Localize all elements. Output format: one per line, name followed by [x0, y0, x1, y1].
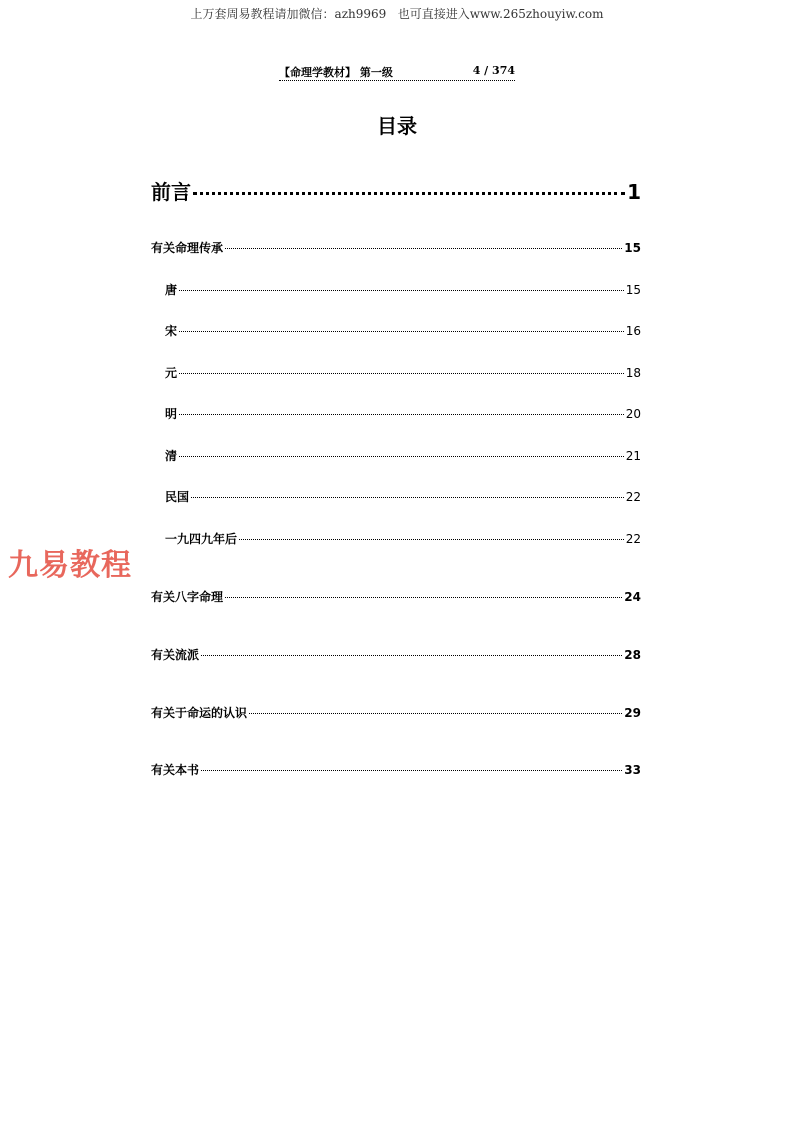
dot-leader	[179, 373, 624, 374]
dot-leader	[201, 770, 622, 771]
toc-entry-label: 有关于命运的认识	[151, 706, 248, 720]
toc-entry-page: 28	[624, 648, 641, 662]
dot-leader	[179, 331, 624, 332]
top-banner: 上万套周易教程请加微信：azh9969 也可直接进入www.265zhouyiw.com	[190, 7, 604, 21]
toc-entry-label: 一九四九年后	[165, 532, 238, 546]
dot-leader	[225, 248, 622, 249]
toc-entry-page: 29	[624, 706, 641, 720]
toc-entry-label: 有关本书	[151, 763, 200, 777]
dot-leader	[225, 597, 622, 598]
toc-entry-fate[interactable]	[151, 704, 641, 721]
toc-entry-label: 明	[165, 407, 178, 421]
dot-leader	[179, 414, 624, 415]
toc-entry-label: 清	[165, 449, 178, 463]
running-header-title: 【命理学教材】 第一级	[279, 66, 393, 79]
toc-entry-label: 有关八字命理	[151, 590, 224, 604]
toc-entry-lineage[interactable]	[151, 239, 641, 256]
toc-heading: 目录	[377, 114, 417, 138]
toc-entry-tang[interactable]	[165, 281, 641, 298]
toc-entry-page: 15	[625, 283, 641, 297]
toc-entry-label: 宋	[165, 324, 178, 338]
toc-entry-label: 民国	[165, 490, 190, 504]
toc-entry-page: 1	[627, 180, 641, 204]
toc-entry-page: 16	[625, 324, 641, 338]
dot-leader	[249, 713, 622, 714]
toc-entry-page: 18	[625, 366, 641, 380]
watermark-logo: 九易教程	[8, 548, 132, 583]
toc-entry-song[interactable]	[165, 322, 641, 339]
toc-entry-qing[interactable]	[165, 447, 641, 464]
toc-entry-label: 有关命理传承	[151, 241, 224, 255]
toc-entry-page: 21	[625, 449, 641, 463]
dot-leader	[193, 192, 625, 195]
toc-entry-after-1949[interactable]	[165, 530, 641, 547]
running-header	[279, 64, 515, 81]
toc-entry-minguo[interactable]	[165, 488, 641, 505]
toc-entry-preface[interactable]	[151, 176, 641, 205]
toc-entry-page: 15	[624, 241, 641, 255]
dot-leader	[179, 290, 624, 291]
toc-entry-page: 24	[624, 590, 641, 604]
dot-leader	[191, 497, 624, 498]
toc-entry-bazi[interactable]	[151, 588, 641, 605]
toc-entry-ming[interactable]	[165, 405, 641, 422]
toc-entry-label: 前言	[151, 180, 191, 204]
toc-entry-label: 有关流派	[151, 648, 200, 662]
dot-leader	[239, 539, 624, 540]
toc-entry-label: 唐	[165, 283, 178, 297]
toc-entry-label: 元	[165, 366, 178, 380]
dot-leader	[201, 655, 622, 656]
toc-entry-page: 20	[625, 407, 641, 421]
toc-entry-schools[interactable]	[151, 646, 641, 663]
toc-entry-page: 33	[624, 763, 641, 777]
toc-entry-this-book[interactable]	[151, 761, 641, 778]
dot-leader	[179, 456, 624, 457]
toc-entry-yuan[interactable]	[165, 364, 641, 381]
toc-entry-page: 22	[625, 490, 641, 504]
running-header-page: 4 / 374	[472, 64, 515, 77]
toc-entry-page: 22	[625, 532, 641, 546]
